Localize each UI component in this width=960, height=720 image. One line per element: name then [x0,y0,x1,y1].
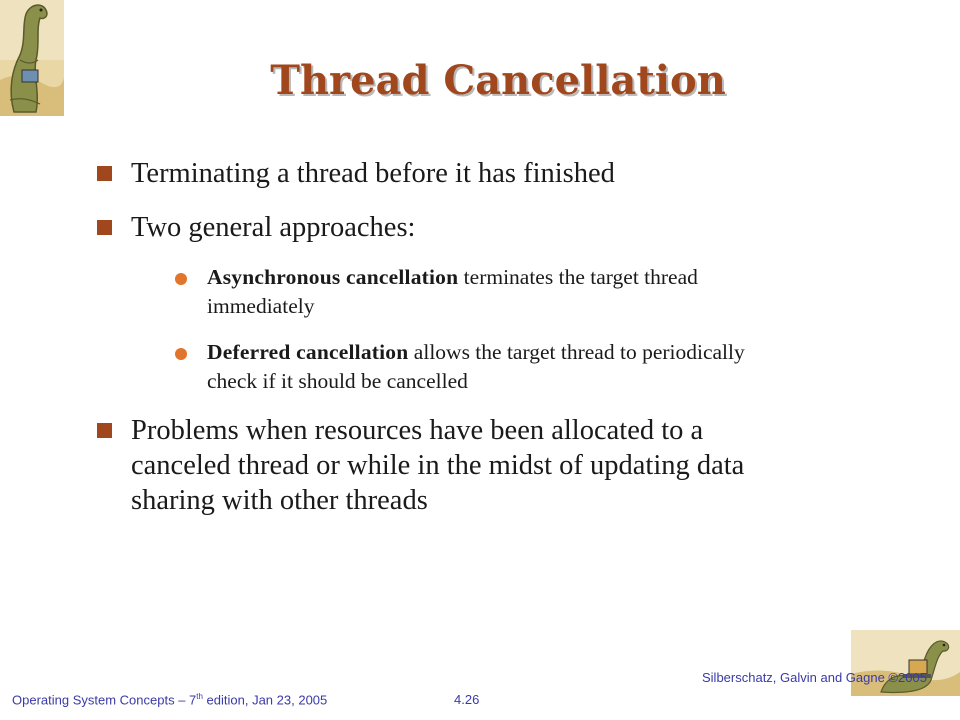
page-number: 4.26 [454,692,480,707]
sub-bullet-text: allows the target thread to periodically check if it should be cancelled [207,340,745,393]
square-bullet-icon [97,220,112,235]
circle-bullet-icon [175,348,187,360]
sub-bullet-item [175,263,787,321]
sub-bullet-text: terminates the target thread immediately [207,265,698,318]
bullet-item [97,156,787,191]
sub-bullet-list [131,263,787,396]
sub-bullet-term: Deferred cancellation [207,340,409,364]
sub-bullet-term: Asynchronous cancellation [207,265,459,289]
circle-bullet-icon [175,273,187,285]
bullet-text: Two general approaches: [131,212,416,243]
sub-bullet-item [175,338,787,396]
slide-title: Thread Cancellation [270,56,726,104]
footer-course-info: Operating System Concepts – 7th edition, Jan 23, 2005 [12,692,328,708]
dinosaur-laptop-logo-icon [851,630,960,696]
bullet-text: Problems when resources have been allocated to a canceled thread or while in the midst of updating data sharing with other threads [131,415,745,516]
square-bullet-icon [97,423,112,438]
footer-authors: Silberschatz, Galvin and Gagne ©2005 [702,670,927,685]
square-bullet-icon [97,166,112,181]
bullet-item [97,210,787,396]
bullet-list [97,156,787,537]
bullet-item [97,413,787,518]
bullet-text: Terminating a thread before it has finished [131,158,615,189]
